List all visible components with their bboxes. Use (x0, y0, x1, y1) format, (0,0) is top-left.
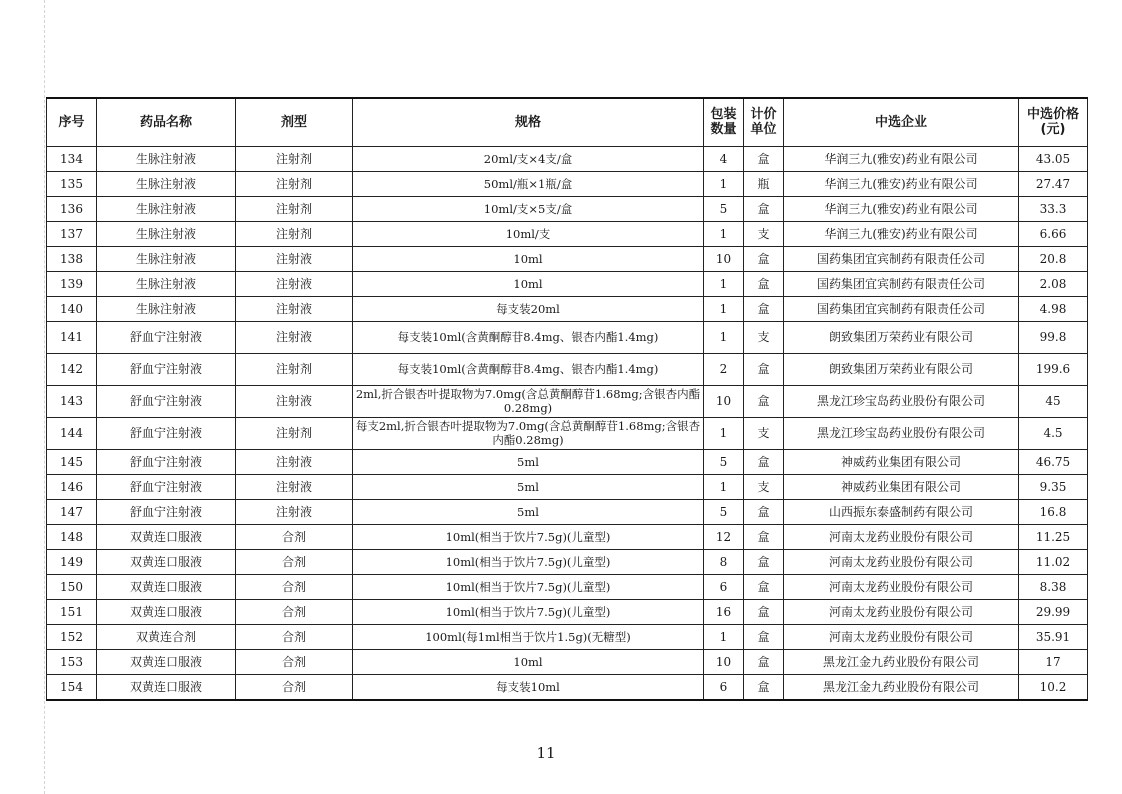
header-specification: 规格 (353, 98, 704, 146)
cell-price: 17 (1019, 649, 1088, 674)
cell-company: 黑龙江珍宝岛药业股份有限公司 (784, 417, 1019, 449)
cell-dosage-form: 注射剂 (236, 417, 353, 449)
cell-drug-name: 生脉注射液 (97, 221, 236, 246)
cell-pack-quantity: 10 (704, 385, 744, 417)
cell-company: 山西振东泰盛制药有限公司 (784, 499, 1019, 524)
cell-dosage-form: 合剂 (236, 624, 353, 649)
page-number: 11 (536, 744, 556, 762)
cell-specification: 50ml/瓶×1瓶/盒 (353, 171, 704, 196)
cell-drug-name: 双黄连口服液 (97, 649, 236, 674)
cell-dosage-form: 合剂 (236, 599, 353, 624)
cell-no: 144 (47, 417, 97, 449)
cell-specification: 5ml (353, 449, 704, 474)
cell-dosage-form: 注射液 (236, 449, 353, 474)
cell-price: 20.8 (1019, 246, 1088, 271)
cell-dosage-form: 注射剂 (236, 353, 353, 385)
header-no: 序号 (47, 98, 97, 146)
cell-price: 2.08 (1019, 271, 1088, 296)
cell-drug-name: 舒血宁注射液 (97, 321, 236, 353)
cell-specification: 每支装10ml(含黄酮醇苷8.4mg、银杏内酯1.4mg) (353, 321, 704, 353)
cell-company: 黑龙江珍宝岛药业股份有限公司 (784, 385, 1019, 417)
cell-pricing-unit: 盒 (744, 599, 784, 624)
cell-price: 33.3 (1019, 196, 1088, 221)
table-row (47, 296, 1088, 321)
cell-no: 147 (47, 499, 97, 524)
cell-no: 137 (47, 221, 97, 246)
cell-company: 国药集团宜宾制药有限责任公司 (784, 271, 1019, 296)
page-edge-mark (44, 0, 45, 794)
cell-price: 27.47 (1019, 171, 1088, 196)
cell-pricing-unit: 盒 (744, 296, 784, 321)
cell-company: 国药集团宜宾制药有限责任公司 (784, 246, 1019, 271)
cell-price: 4.98 (1019, 296, 1088, 321)
cell-price: 199.6 (1019, 353, 1088, 385)
cell-company: 黑龙江金九药业股份有限公司 (784, 674, 1019, 700)
cell-pack-quantity: 2 (704, 353, 744, 385)
cell-no: 142 (47, 353, 97, 385)
cell-price: 6.66 (1019, 221, 1088, 246)
cell-no: 150 (47, 574, 97, 599)
cell-pricing-unit: 盒 (744, 385, 784, 417)
cell-specification: 10ml(相当于饮片7.5g)(儿童型) (353, 524, 704, 549)
cell-no: 152 (47, 624, 97, 649)
cell-price: 35.91 (1019, 624, 1088, 649)
cell-pack-quantity: 1 (704, 171, 744, 196)
cell-pack-quantity: 16 (704, 599, 744, 624)
cell-specification: 100ml(每1ml相当于饮片1.5g)(无糖型) (353, 624, 704, 649)
cell-drug-name: 双黄连合剂 (97, 624, 236, 649)
cell-drug-name: 双黄连口服液 (97, 674, 236, 700)
cell-no: 149 (47, 549, 97, 574)
cell-no: 139 (47, 271, 97, 296)
cell-specification: 10ml (353, 271, 704, 296)
cell-no: 134 (47, 146, 97, 171)
table-row (47, 417, 1088, 449)
cell-dosage-form: 注射剂 (236, 221, 353, 246)
table-row (47, 499, 1088, 524)
table-row (47, 171, 1088, 196)
cell-price: 99.8 (1019, 321, 1088, 353)
cell-specification: 10ml/支×5支/盒 (353, 196, 704, 221)
cell-dosage-form: 注射液 (236, 246, 353, 271)
cell-drug-name: 舒血宁注射液 (97, 449, 236, 474)
cell-pricing-unit: 盒 (744, 674, 784, 700)
cell-company: 黑龙江金九药业股份有限公司 (784, 649, 1019, 674)
cell-specification: 10ml(相当于饮片7.5g)(儿童型) (353, 574, 704, 599)
cell-dosage-form: 注射液 (236, 499, 353, 524)
cell-specification: 10ml(相当于饮片7.5g)(儿童型) (353, 549, 704, 574)
cell-specification: 10ml (353, 246, 704, 271)
cell-no: 145 (47, 449, 97, 474)
table-header-row (47, 98, 1088, 146)
cell-specification: 每支装10ml(含黄酮醇苷8.4mg、银杏内酯1.4mg) (353, 353, 704, 385)
selected-drugs-table (46, 97, 1088, 701)
cell-company: 河南太龙药业股份有限公司 (784, 599, 1019, 624)
cell-dosage-form: 注射液 (236, 321, 353, 353)
cell-price: 4.5 (1019, 417, 1088, 449)
header-company: 中选企业 (784, 98, 1019, 146)
cell-price: 9.35 (1019, 474, 1088, 499)
cell-price: 8.38 (1019, 574, 1088, 599)
cell-pack-quantity: 10 (704, 649, 744, 674)
cell-price: 16.8 (1019, 499, 1088, 524)
cell-company: 国药集团宜宾制药有限责任公司 (784, 296, 1019, 321)
table-row (47, 246, 1088, 271)
cell-no: 141 (47, 321, 97, 353)
cell-company: 华润三九(雅安)药业有限公司 (784, 146, 1019, 171)
cell-specification: 5ml (353, 474, 704, 499)
cell-dosage-form: 注射液 (236, 271, 353, 296)
cell-company: 河南太龙药业股份有限公司 (784, 524, 1019, 549)
cell-pricing-unit: 支 (744, 417, 784, 449)
table-row (47, 146, 1088, 171)
cell-dosage-form: 注射液 (236, 474, 353, 499)
cell-drug-name: 双黄连口服液 (97, 524, 236, 549)
header-pack-quantity: 包装 数量 (704, 98, 744, 146)
cell-pack-quantity: 6 (704, 674, 744, 700)
cell-drug-name: 舒血宁注射液 (97, 417, 236, 449)
table-row (47, 221, 1088, 246)
cell-company: 朗致集团万荣药业有限公司 (784, 353, 1019, 385)
table-row (47, 624, 1088, 649)
cell-pricing-unit: 盒 (744, 196, 784, 221)
cell-no: 135 (47, 171, 97, 196)
cell-pack-quantity: 6 (704, 574, 744, 599)
cell-specification: 20ml/支×4支/盒 (353, 146, 704, 171)
header-price: 中选价格 (元) (1019, 98, 1088, 146)
header-drug-name: 药品名称 (97, 98, 236, 146)
cell-pack-quantity: 1 (704, 296, 744, 321)
cell-pricing-unit: 盒 (744, 624, 784, 649)
cell-no: 146 (47, 474, 97, 499)
cell-price: 29.99 (1019, 599, 1088, 624)
cell-price: 10.2 (1019, 674, 1088, 700)
cell-pricing-unit: 盒 (744, 524, 784, 549)
cell-pack-quantity: 1 (704, 624, 744, 649)
table-row (47, 524, 1088, 549)
cell-specification: 2ml,折合银杏叶提取物为7.0mg(含总黄酮醇苷1.68mg;含银杏内酯0.28mg) (353, 385, 704, 417)
cell-drug-name: 双黄连口服液 (97, 599, 236, 624)
cell-specification: 10ml (353, 649, 704, 674)
cell-company: 河南太龙药业股份有限公司 (784, 624, 1019, 649)
cell-pricing-unit: 盒 (744, 271, 784, 296)
cell-dosage-form: 注射剂 (236, 146, 353, 171)
cell-company: 华润三九(雅安)药业有限公司 (784, 221, 1019, 246)
table-row (47, 271, 1088, 296)
cell-price: 46.75 (1019, 449, 1088, 474)
cell-no: 154 (47, 674, 97, 700)
header-pricing-unit: 计价 单位 (744, 98, 784, 146)
cell-drug-name: 双黄连口服液 (97, 549, 236, 574)
table-row (47, 474, 1088, 499)
cell-company: 神威药业集团有限公司 (784, 449, 1019, 474)
cell-company: 神威药业集团有限公司 (784, 474, 1019, 499)
cell-pack-quantity: 8 (704, 549, 744, 574)
cell-specification: 10ml(相当于饮片7.5g)(儿童型) (353, 599, 704, 624)
cell-pricing-unit: 盒 (744, 549, 784, 574)
cell-drug-name: 舒血宁注射液 (97, 499, 236, 524)
cell-no: 143 (47, 385, 97, 417)
cell-pricing-unit: 瓶 (744, 171, 784, 196)
cell-drug-name: 舒血宁注射液 (97, 474, 236, 499)
cell-pack-quantity: 12 (704, 524, 744, 549)
table-row (47, 353, 1088, 385)
cell-price: 43.05 (1019, 146, 1088, 171)
cell-specification: 10ml/支 (353, 221, 704, 246)
cell-pricing-unit: 盒 (744, 246, 784, 271)
cell-dosage-form: 合剂 (236, 574, 353, 599)
cell-pack-quantity: 5 (704, 196, 744, 221)
cell-pricing-unit: 盒 (744, 574, 784, 599)
table-body (47, 146, 1088, 700)
cell-drug-name: 生脉注射液 (97, 246, 236, 271)
table-row (47, 574, 1088, 599)
cell-drug-name: 生脉注射液 (97, 296, 236, 321)
cell-company: 河南太龙药业股份有限公司 (784, 574, 1019, 599)
cell-pricing-unit: 盒 (744, 353, 784, 385)
cell-pack-quantity: 5 (704, 449, 744, 474)
cell-pricing-unit: 盒 (744, 146, 784, 171)
cell-price: 45 (1019, 385, 1088, 417)
cell-drug-name: 舒血宁注射液 (97, 385, 236, 417)
cell-pack-quantity: 5 (704, 499, 744, 524)
header-dosage-form: 剂型 (236, 98, 353, 146)
cell-drug-name: 舒血宁注射液 (97, 353, 236, 385)
cell-dosage-form: 注射液 (236, 385, 353, 417)
cell-dosage-form: 合剂 (236, 674, 353, 700)
cell-company: 朗致集团万荣药业有限公司 (784, 321, 1019, 353)
cell-specification: 每支装10ml (353, 674, 704, 700)
cell-no: 148 (47, 524, 97, 549)
cell-pack-quantity: 1 (704, 474, 744, 499)
table-row (47, 321, 1088, 353)
cell-price: 11.02 (1019, 549, 1088, 574)
cell-company: 华润三九(雅安)药业有限公司 (784, 196, 1019, 221)
cell-drug-name: 双黄连口服液 (97, 574, 236, 599)
table-row (47, 196, 1088, 221)
cell-pricing-unit: 支 (744, 321, 784, 353)
table-row (47, 674, 1088, 700)
cell-dosage-form: 合剂 (236, 549, 353, 574)
cell-pricing-unit: 支 (744, 221, 784, 246)
cell-pack-quantity: 1 (704, 417, 744, 449)
cell-specification: 5ml (353, 499, 704, 524)
cell-pack-quantity: 1 (704, 321, 744, 353)
cell-no: 140 (47, 296, 97, 321)
table-row (47, 449, 1088, 474)
cell-company: 华润三九(雅安)药业有限公司 (784, 171, 1019, 196)
cell-drug-name: 生脉注射液 (97, 171, 236, 196)
cell-specification: 每支装20ml (353, 296, 704, 321)
cell-company: 河南太龙药业股份有限公司 (784, 549, 1019, 574)
cell-dosage-form: 注射剂 (236, 171, 353, 196)
table-row (47, 649, 1088, 674)
table-row (47, 549, 1088, 574)
cell-price: 11.25 (1019, 524, 1088, 549)
table-row (47, 599, 1088, 624)
cell-specification: 每支2ml,折合银杏叶提取物为7.0mg(含总黄酮醇苷1.68mg;含银杏内酯0.28mg) (353, 417, 704, 449)
cell-pack-quantity: 4 (704, 146, 744, 171)
cell-dosage-form: 注射剂 (236, 196, 353, 221)
cell-pricing-unit: 盒 (744, 649, 784, 674)
cell-pack-quantity: 10 (704, 246, 744, 271)
cell-dosage-form: 合剂 (236, 649, 353, 674)
cell-drug-name: 生脉注射液 (97, 271, 236, 296)
cell-no: 138 (47, 246, 97, 271)
cell-drug-name: 生脉注射液 (97, 146, 236, 171)
cell-no: 136 (47, 196, 97, 221)
cell-no: 153 (47, 649, 97, 674)
table-row (47, 385, 1088, 417)
cell-pack-quantity: 1 (704, 221, 744, 246)
cell-no: 151 (47, 599, 97, 624)
cell-drug-name: 生脉注射液 (97, 196, 236, 221)
cell-pricing-unit: 支 (744, 474, 784, 499)
cell-dosage-form: 合剂 (236, 524, 353, 549)
cell-pricing-unit: 盒 (744, 499, 784, 524)
cell-dosage-form: 注射液 (236, 296, 353, 321)
cell-pack-quantity: 1 (704, 271, 744, 296)
cell-pricing-unit: 盒 (744, 449, 784, 474)
